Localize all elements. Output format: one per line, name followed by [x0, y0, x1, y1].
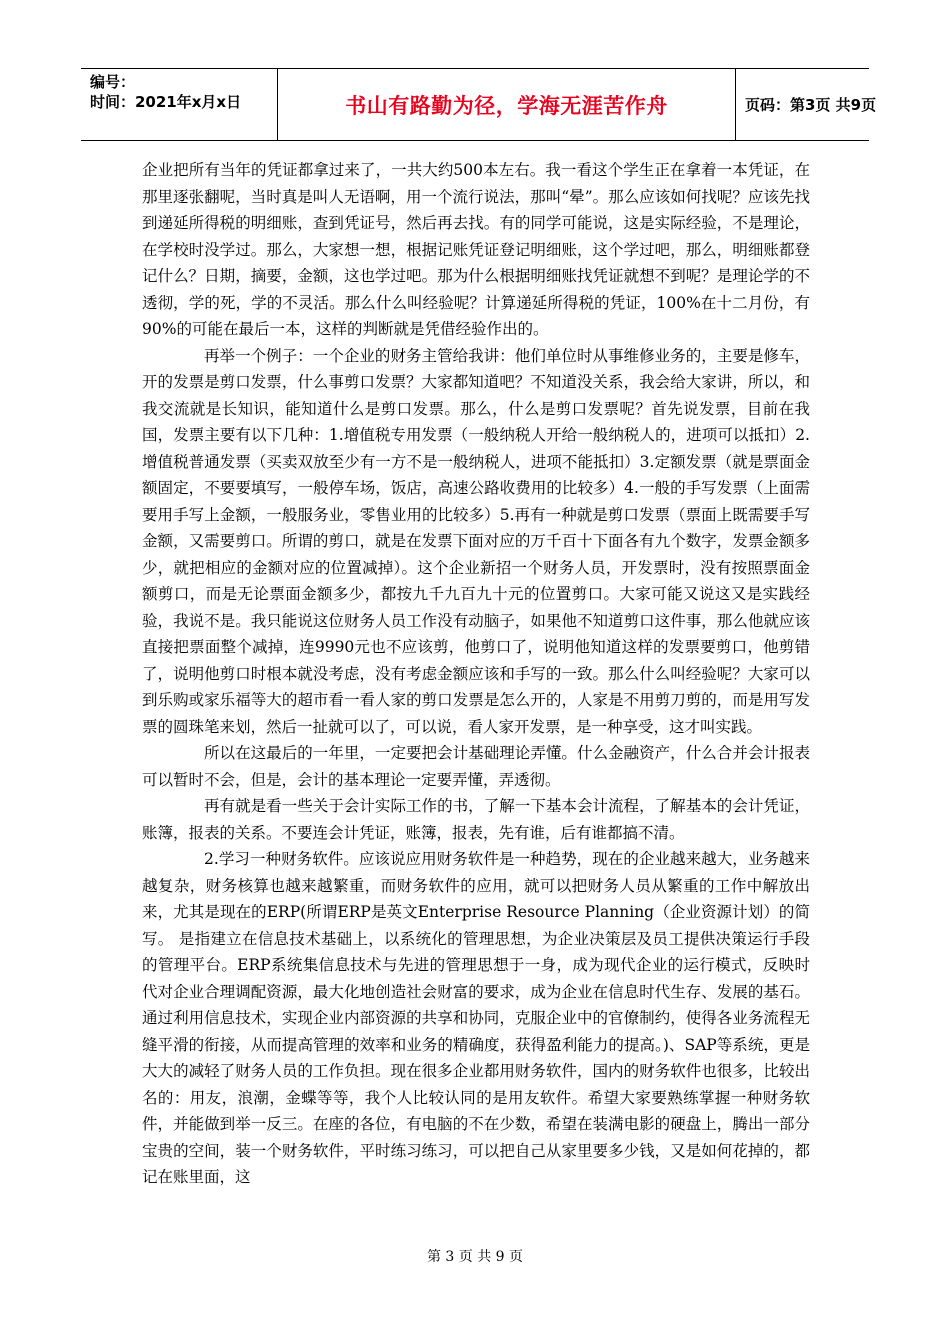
page-indicator: 页码：第3页 共9页	[745, 96, 877, 114]
paragraph: 企业把所有当年的凭证都拿过来了，一共大约500本左右。我一看这个学生正在拿着一本凭证，在那里逐张翻呢，当时真是叫人无语啊，用一个流行说法，那叫“晕”。那么应该如何找呢？应该先找到递延所得税的明细账，查到凭证号，然后再去找。有的同学可能说，这是实际经验，不是理论，在学校时没学过。那么，大家想一想，根据记账凭证登记明细账，这个学过吧，那么，明细账都登记什么？日期，摘要，金额，这也学过吧。那为什么根据明细账找凭证就想不到呢？是理论学的不透彻，学的死，学的不灵活。那么什么叫经验呢？计算递延所得税的凭证，100%在十二月份，有90%的可能在最后一本，这样的判断就是凭借经验作出的。	[142, 161, 810, 338]
document-body	[142, 157, 810, 1191]
paragraph: 2.学习一种财务软件。应该说应用财务软件是一种趋势，现在的企业越来越大，业务越来越复杂，财务核算也越来越繁重，而财务软件的应用，就可以把财务人员从繁重的工作中解放出来，尤其是现在的ERP(所谓ERP是英文Enterprise Resource Planning（企业资源计划）的简写。 是指建立在信息技术基础上，以系统化的管理思想，为企业决策层及员工提供决策运行手段的管理平台。ERP系统集信息技术与先进的管理思想于一身，成为现代企业的运行模式，反映时代对企业合理调配资源，最大化地创造社会财富的要求，成为企业在信息时代生存、发展的基石。通过利用信息技术，实现企业内部资源的共享和协同，克服企业中的官僚制约，使得各业务流程无缝平滑的衔接，从而提高管理的效率和业务的精确度，获得盈利能力的提高。)、SAP等系统，更是大大的减轻了财务人员的工作负担。现在很多企业都用财务软件，国内的财务软件也很多，比较出名的：用友，浪潮，金蝶等等，我个人比较认同的是用友软件。希望大家要熟练掌握一种财务软件，并能做到举一反三。在座的各位，有电脑的不在少数，希望在装满电影的硬盘上，腾出一部分宝贵的空间，装一个财务软件，平时练习练习，可以把自己从家里要多少钱，又是如何花掉的，都记在账里面，这	[142, 850, 810, 1186]
header-meta-cell	[81, 69, 278, 140]
header-motto-cell	[278, 69, 736, 140]
page-footer: 第 3 页 共 9 页	[426, 1249, 524, 1265]
serial-number-label: 编号：	[90, 73, 136, 91]
motto: 书山有路勤为径，学海无涯苦作舟	[345, 93, 668, 118]
document-header	[81, 68, 877, 141]
header-page-cell	[736, 69, 877, 140]
paragraph: 所以在这最后的一年里，一定要把会计基础理论弄懂。什么金融资产，什么合并会计报表可以暂时不会，但是，会计的基本理论一定要弄懂，弄透彻。	[142, 744, 810, 789]
paragraph: 再有就是看一些关于会计实际工作的书，了解一下基本会计流程，了解基本的会计凭证，账簿，报表的关系。不要连会计凭证，账簿，报表，先有谁，后有谁都搞不清。	[142, 797, 810, 842]
date-label: 时间：2021年x月x日	[90, 93, 242, 111]
paragraph: 再举一个例子：一个企业的财务主管给我讲：他们单位时从事维修业务的，主要是修车，开的发票是剪口发票，什么事剪口发票？大家都知道吧？不知道没关系，我会给大家讲，所以，和我交流就是长知识，能知道什么是剪口发票。那么，什么是剪口发票呢？首先说发票，目前在我国，发票主要有以下几种：1.增值税专用发票（一般纳税人开给一般纳税人的，进项可以抵扣）2.增值税普通发票（买卖双放至少有一方不是一般纳税人，进项不能抵扣）3.定额发票（就是票面金额固定，不要要填写，一般停车场，饭店，高速公路收费用的比较多）4.一般的手写发票（上面需要用手写上金额，一般服务业，零售业用的比较多）5.再有一种就是剪口发票（票面上既需要手写金额，又需要剪口。所谓的剪口，就是在发票下面对应的万千百十下面各有九个数字，发票金额多少，就把相应的金额对应的位置减掉）。这个企业新招一个财务人员，开发票时，没有按照票面金额剪口，而是无论票面金额多少，都按九千九百九十元的位置剪口。大家可能又说这又是实践经验，我说不是。我只能说这位财务人员工作没有动脑子，如果他不知道剪口这件事，那么他就应该直接把票面整个减掉，连9990元也不应该剪，他剪口了，说明他知道这样的发票要剪口，他剪错了，说明他剪口时根本就没考虑，没有考虑金额应该和手写的一致。那么什么叫经验呢？大家可以到乐购或家乐福等大的超市看一看人家的剪口发票是怎么开的，人家是不用剪刀剪的，而是用写发票的圆珠笔来划，然后一扯就可以了，可以说，看人家开发票，是一种享受，这才叫实践。	[142, 346, 810, 736]
